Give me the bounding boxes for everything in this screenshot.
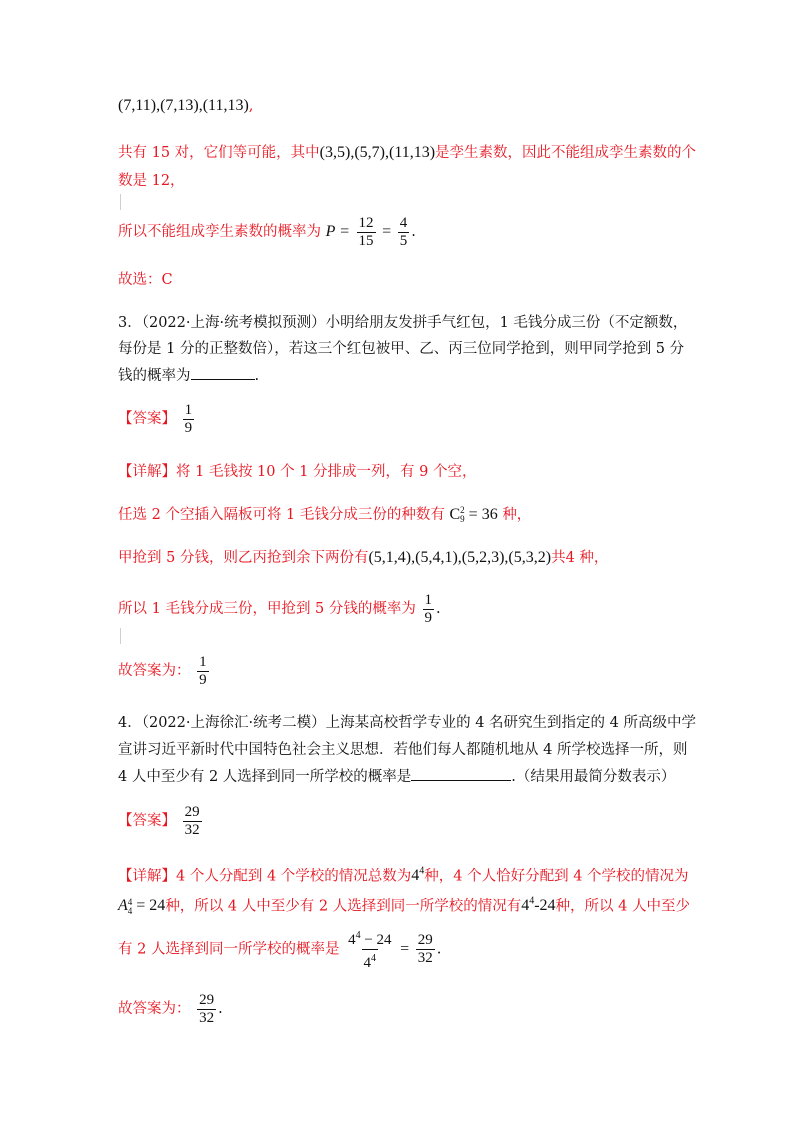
detail-text: 种，所以 4 人中至少	[555, 898, 690, 915]
question-3-line-3	[118, 365, 259, 386]
detail-text: 共4 种，	[551, 550, 609, 566]
arrangement-symbol: A	[118, 897, 128, 915]
answer-3	[118, 400, 196, 438]
p-symbol: P =	[325, 223, 350, 240]
answer-label: 【答案】	[118, 813, 176, 829]
fraction-denominator: 5	[399, 232, 408, 249]
question-text: 钱的概率为	[118, 368, 191, 384]
detail-text: 种，所以 4 人中至少有 2 人选择到同一所学校的情况有	[165, 898, 522, 915]
answer-fraction	[183, 804, 202, 839]
period: .	[411, 224, 416, 240]
combination-sub: 9	[460, 514, 465, 525]
text-segment: 所以不能组成孪生素数的概率为	[118, 224, 321, 240]
triples-math: (5,1,4),(5,4,1),(5,2,3),(5,3,2)	[368, 549, 552, 566]
line-count	[118, 171, 185, 191]
answer-label: 【答案】	[118, 411, 176, 427]
period: .	[218, 1001, 223, 1017]
combination-result: = 36	[468, 506, 498, 523]
fraction-numerator: 1	[184, 401, 193, 418]
detail-4-line-2	[118, 892, 690, 916]
question-4-line-1	[118, 713, 696, 733]
line-choice	[118, 270, 173, 290]
probability-result-fraction	[416, 932, 435, 967]
question-text: 3．（2022·上海·统考模拟预测）小明给朋友发拼手气红包，1 毛钱分成三份（不定额数，	[118, 315, 688, 331]
detail-3-line-3	[118, 548, 608, 568]
final-answer-3	[118, 652, 211, 690]
final-answer-fraction	[197, 654, 209, 689]
fraction-numerator	[346, 927, 393, 949]
text-segment: 是孪生素数，因此不能组成孪生素数的个	[435, 145, 697, 161]
fraction-denominator	[362, 949, 379, 972]
probability-fraction	[423, 592, 435, 627]
arrangement-result: = 24	[136, 897, 166, 915]
probability-expression-fraction	[346, 927, 393, 972]
detail-text: 有 2 人选择到同一所学校的概率是	[118, 941, 340, 958]
detail-3-line-1	[118, 462, 477, 482]
final-answer-label: 故答案为：	[118, 1001, 191, 1017]
equals-sign: =	[400, 940, 410, 958]
power-base: 4	[363, 955, 372, 971]
question-text: .（结果用最简分数表示）	[511, 769, 676, 785]
combination-expression	[450, 506, 498, 523]
fraction-numerator: 1	[199, 653, 207, 670]
power-exponent: 4	[371, 953, 377, 964]
fraction-numerator: 12	[358, 214, 374, 231]
power-expression	[411, 867, 424, 884]
line-total-pairs	[118, 143, 696, 163]
final-answer-4	[118, 990, 223, 1028]
detail-text: 任选 2 个空插入隔板可将 1 毛钱分成三份的种数有	[118, 507, 445, 523]
power-exponent: 4	[529, 896, 535, 907]
text-segment: 数是 12，	[118, 173, 185, 189]
fraction-denominator: 32	[199, 1009, 215, 1026]
question-text: 每份是 1 分的正整数倍），若这三个红包被甲、乙、丙三位同学抢到，则甲同学抢到 5 分	[118, 341, 685, 357]
question-text: 4．（2022·上海徐汇·统考二模）上海某高校哲学专业的 4 名研究生到指定的 4 所高级中学	[118, 715, 696, 731]
fraction-denominator: 32	[417, 950, 433, 966]
line-probability	[118, 214, 416, 250]
period: .	[436, 601, 441, 617]
choice-text: 故选：C	[118, 272, 173, 288]
question-4-line-3	[118, 766, 675, 787]
fraction-numerator: 29	[184, 803, 200, 820]
text-segment: 共有 15 对，它们等可能，其中	[118, 145, 320, 161]
answer-blank	[191, 365, 255, 380]
detail-label: 【详解】	[118, 464, 176, 480]
power-exponent: 4	[355, 930, 361, 941]
fraction-denominator: 9	[184, 419, 193, 436]
combination-symbol: C	[449, 506, 461, 523]
margin-tick	[120, 194, 121, 210]
detail-3-line-4	[118, 590, 441, 628]
period: .	[254, 368, 260, 384]
arrangement-expression	[118, 897, 165, 914]
question-text: 宣讲习近平新时代中国特色社会主义思想．若他们每人都随机地从 4 所学校选择一所，则	[118, 742, 688, 758]
fraction-denominator: 15	[358, 232, 374, 249]
detail-text: 种，	[502, 507, 532, 523]
question-text: 4 人中至少有 2 人选择到同一所学校的概率是	[118, 769, 412, 785]
answer-fraction	[183, 402, 195, 437]
detail-3-line-2	[118, 505, 531, 525]
fraction-denominator: 32	[184, 821, 200, 838]
detail-text: 种，4 个人恰好分配到 4 个学校的情况为	[424, 868, 689, 885]
pairs-tail: ,	[248, 98, 254, 114]
fraction-numerator: 4	[399, 214, 408, 231]
period: .	[436, 941, 442, 958]
question-3-line-2	[118, 339, 684, 359]
fraction-12-15	[357, 215, 376, 250]
detail-text: 4 个人分配到 4 个学校的情况总数为	[176, 868, 412, 885]
arrangement-sup: 4	[127, 896, 133, 907]
arrangement-sub: 4	[127, 905, 133, 916]
fraction-numerator: 1	[424, 591, 432, 608]
detail-4-line-3	[118, 927, 441, 972]
fraction-numerator: 29	[417, 932, 433, 948]
line-pairs	[118, 96, 253, 116]
answer-4	[118, 802, 204, 840]
detail-text: 将 1 毛钱按 10 个 1 分排成一列，有 9 个空，	[176, 464, 477, 480]
power-exponent: 4	[419, 866, 425, 877]
detail-4-line-1	[118, 862, 689, 886]
power-base: 4	[411, 867, 420, 885]
fraction-4-5	[398, 215, 410, 250]
fraction-denominator: 9	[424, 609, 432, 626]
fraction-numerator: 29	[199, 991, 215, 1008]
margin-tick	[120, 628, 121, 644]
fraction-denominator: 9	[199, 671, 207, 688]
question-3-line-1	[118, 313, 687, 333]
difference-tail: -24	[534, 897, 556, 915]
final-answer-label: 故答案为：	[118, 663, 191, 679]
question-4-line-2	[118, 740, 687, 760]
power-base: 4	[521, 897, 530, 915]
final-answer-fraction	[197, 992, 216, 1027]
detail-text: 甲抢到 5 分钱，则乙丙抢到余下两份有	[118, 550, 369, 566]
detail-text: 所以 1 毛钱分成三份，甲抢到 5 分钱的概率为	[118, 601, 416, 617]
numerator-tail: − 24	[360, 932, 392, 948]
combination-sup: 2	[460, 505, 465, 516]
answer-blank	[411, 766, 511, 781]
difference-expression	[521, 897, 555, 914]
pairs-math: (7,11),(7,13),(11,13)	[118, 97, 249, 114]
detail-label: 【详解】	[118, 868, 176, 885]
power-base: 4	[348, 932, 356, 948]
twin-primes-math: (3,5),(5,7),(11,13)	[319, 144, 436, 161]
equals-sign: =	[382, 223, 392, 240]
